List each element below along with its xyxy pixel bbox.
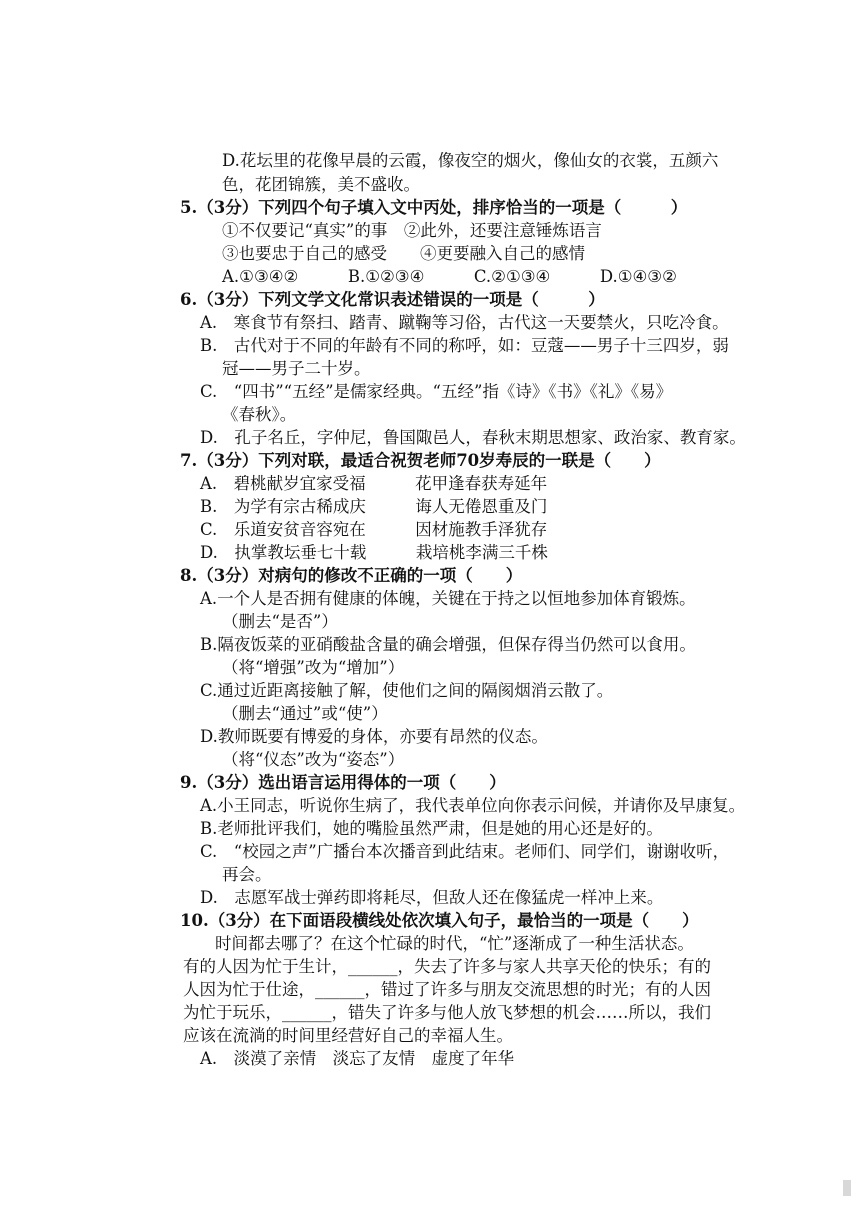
q8-option-d: D.教师既要有博爱的身体，亦要有昂然的仪态。 — [200, 727, 548, 746]
q5-options: A.①③④② B.①②③④ C.②①③④ D.①④③② — [222, 267, 677, 286]
q7-option-b: B. 为学有宗古稀成庆 诲人无倦恩重及门 — [200, 497, 548, 516]
q9-option-b: B.老师批评我们，她的嘴脸虽然严肃，但是她的用心还是好的。 — [200, 819, 663, 838]
q8-option-d-note: （将“仪态”改为“姿态”） — [222, 750, 405, 769]
q10-passage-line-5: 应该在流淌的时间里经营好自己的幸福人生。 — [183, 1026, 513, 1045]
q6-option-b-cont: 冠——男子二十岁。 — [222, 359, 371, 378]
q6-option-d: D. 孔子名丘，字仲尼，鲁国陬邑人，春秋末期思想家、政治家、教育家。 — [200, 428, 746, 447]
q8-option-a-note: （删去“是否”） — [222, 612, 338, 631]
q8-option-b: B.隔夜饭菜的亚硝酸盐含量的确会增强，但保存得当仍然可以食用。 — [200, 635, 696, 654]
q4-option-d-cont: 色，花团锦簇，美不盛收。 — [222, 175, 420, 194]
q6-option-a: A. 寒食节有祭扫、踏青、蹴鞠等习俗，古代这一天要禁火，只吃冷食。 — [200, 313, 729, 332]
q7-option-a: A. 碧桃献岁宜家受福 花甲逢春获寿延年 — [200, 474, 548, 493]
q9-option-c: C. “校园之声”广播台本次播音到此结束。老师们、同学们，谢谢收听， — [200, 842, 730, 861]
q9-stem: 9.（3分）选出语言运用得体的一项（ ） — [180, 773, 506, 792]
scan-edge-mark — [843, 1180, 851, 1196]
q10-passage-line-3: 人因为忙于仕途，______，错过了许多与朋友交流思想的时光；有的人因 — [183, 980, 711, 999]
q8-option-b-note: （将“增强”改为“增加”） — [222, 658, 405, 677]
q7-option-c: C. 乐道安贫音容宛在 因材施教手泽犹存 — [200, 520, 548, 539]
q10-passage-line-2: 有的人因为忙于生计，______，失去了许多与家人共享天伦的快乐；有的 — [183, 957, 711, 976]
q6-option-b: B. 古代对于不同的年龄有不同的称呼，如：豆蔻——男子十三四岁，弱 — [200, 336, 729, 355]
q5-sentences-1: ①不仅要记“真实”的事 ②此外，还要注意锤炼语言 — [222, 221, 602, 240]
q4-option-d: D.花坛里的花像早晨的云霞，像夜空的烟火，像仙女的衣裳，五颜六 — [222, 151, 719, 170]
q9-option-d: D. 志愿军战士弹药即将耗尽，但敌人还在像猛虎一样冲上来。 — [200, 888, 664, 907]
q9-option-a: A.小王同志，听说你生病了，我代表单位向你表示问候，并请你及早康复。 — [200, 796, 746, 815]
q6-stem: 6.（3分）下列文学文化常识表述错误的一项是（ ） — [180, 290, 605, 309]
q7-option-d: D. 执掌教坛垂七十载 栽培桃李满三千株 — [200, 543, 548, 562]
q8-option-a: A.一个人是否拥有健康的体魄，关键在于持之以恒地参加体育锻炼。 — [200, 589, 696, 608]
q5-stem: 5.（3分）下列四个句子填入文中丙处，排序恰当的一项是（ ） — [180, 198, 688, 217]
q9-option-c-cont: 再会。 — [222, 865, 272, 884]
q8-option-c: C.通过近距离接触了解，使他们之间的隔阂烟消云散了。 — [200, 681, 614, 700]
q10-option-a: A. 淡漠了亲情 淡忘了友情 虚度了年华 — [200, 1049, 515, 1068]
q6-option-c: C. “四书”“五经”是儒家经典。“五经”指《诗》《书》《礼》《易》 — [200, 382, 673, 401]
q8-option-c-note: （删去“通过”或“使”） — [222, 704, 388, 723]
q10-stem: 10.（3分）在下面语段横线处依次填入句子，最恰当的一项是（ ） — [180, 911, 699, 930]
q6-option-c-cont: 《春秋》。 — [222, 405, 297, 424]
q10-passage-line-1: 时间都去哪了？在这个忙碌的时代，“忙”逐渐成了一种生活状态。 — [215, 934, 694, 953]
q10-passage-line-4: 为忙于玩乐，______，错失了许多与他人放飞梦想的机会……所以，我们 — [183, 1003, 711, 1022]
q7-stem: 7.（3分）下列对联，最适合祝贺老师70岁寿辰的一联是（ ） — [180, 451, 661, 470]
q8-stem: 8.（3分）对病句的修改不正确的一项（ ） — [180, 566, 523, 585]
q5-sentences-2: ③也要忠于自己的感受 ④更要融入自己的感情 — [222, 244, 585, 263]
